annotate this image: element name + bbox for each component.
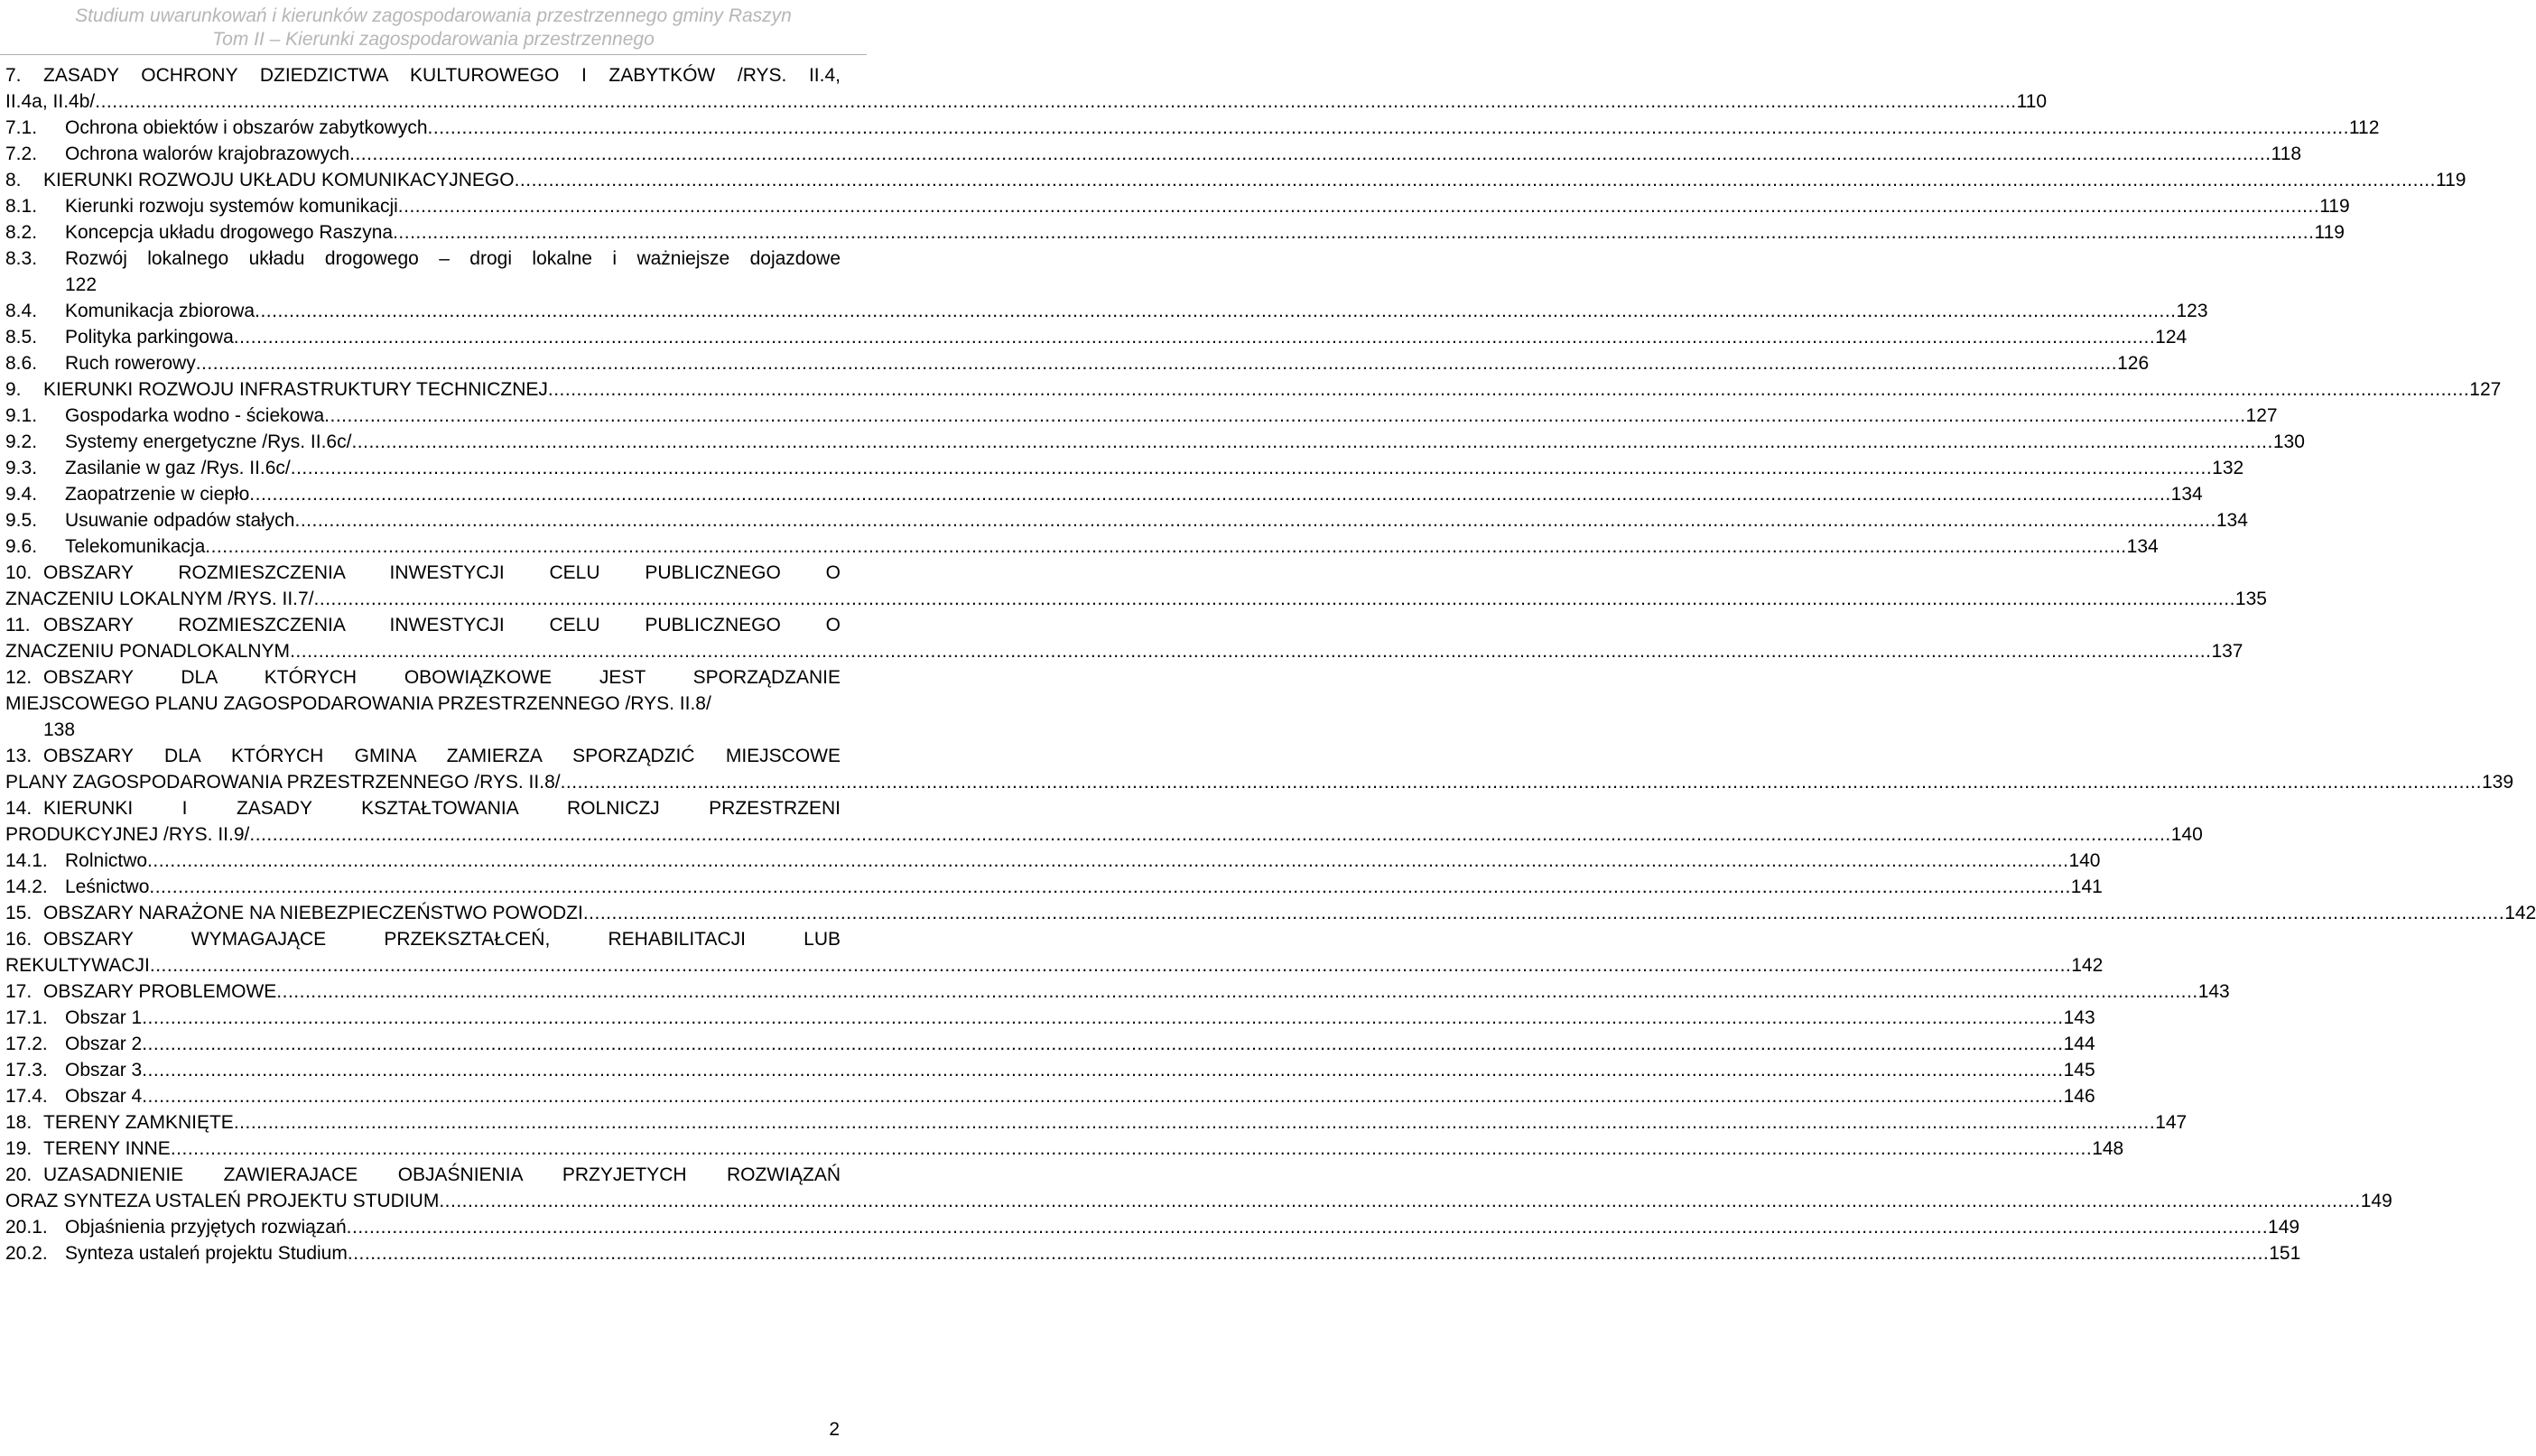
toc-number: 14.1. xyxy=(5,850,48,871)
toc-entry[interactable] xyxy=(5,978,2230,1005)
toc-leader-dots xyxy=(142,1057,2063,1083)
toc-entry[interactable] xyxy=(5,1214,2300,1240)
toc-page: 145 xyxy=(2063,1060,2095,1080)
toc-entry[interactable] xyxy=(5,219,2345,246)
toc-title: Leśnictwo xyxy=(65,876,150,897)
toc-leader-dots xyxy=(349,141,2271,167)
toc-number: 11. xyxy=(5,615,31,635)
toc-entry-first-line xyxy=(5,612,841,638)
toc-entry-line xyxy=(5,376,2502,403)
toc-title: Obszar 3 xyxy=(65,1060,143,1080)
toc-title: Obszar 1 xyxy=(65,1007,143,1028)
toc-number: 8.3. xyxy=(5,248,38,269)
toc-entry[interactable] xyxy=(5,455,2244,481)
toc-title: Komunikacja zbiorowa xyxy=(65,301,255,321)
toc-title: Polityka parkingowa xyxy=(65,327,234,348)
page-number: 2 xyxy=(829,1419,840,1440)
toc-leader-dots xyxy=(583,900,2504,926)
toc-number: 13. xyxy=(5,746,33,766)
toc-leader-dots xyxy=(234,324,2155,350)
toc-leader-dots xyxy=(347,1214,2268,1240)
toc-page: 137 xyxy=(2211,641,2243,662)
toc-page: 118 xyxy=(2271,144,2302,164)
toc-number: 9.2. xyxy=(5,431,38,452)
toc-leader-dots xyxy=(348,1240,2269,1266)
toc-entry-page-line xyxy=(5,272,841,298)
toc-entry[interactable] xyxy=(5,533,2159,560)
toc-entry[interactable] xyxy=(5,743,2514,795)
toc-title: OBSZARY PROBLEMOWE xyxy=(43,981,277,1002)
toc-number: 9.5. xyxy=(5,510,38,531)
toc-number: 9. xyxy=(5,379,22,400)
toc-number: 7.1. xyxy=(5,117,38,138)
toc-page: 138 xyxy=(43,719,76,740)
toc-entry-line xyxy=(5,193,2350,219)
toc-number: 8.5. xyxy=(5,327,38,348)
toc-leader-dots xyxy=(196,350,2117,376)
toc-entry-last-line xyxy=(5,88,2048,115)
toc-title: PRODUKCYJNEJ /RYS. II.9/ xyxy=(5,824,250,845)
toc-entry-line xyxy=(5,1083,2095,1109)
toc-entry[interactable] xyxy=(5,1240,2301,1266)
toc-entry-line xyxy=(5,167,2466,193)
toc-page: 146 xyxy=(2063,1086,2095,1107)
toc-entry[interactable] xyxy=(5,612,2243,664)
toc-number: 9.6. xyxy=(5,536,38,557)
toc-page: 110 xyxy=(2016,91,2048,112)
toc-entry-line xyxy=(5,141,2302,167)
toc-number: 8.4. xyxy=(5,301,38,321)
toc-title: ORAZ SYNTEZA USTALEŃ PROJEKTU STUDIUM xyxy=(5,1191,440,1211)
toc-entry[interactable] xyxy=(5,664,841,743)
toc-page: 143 xyxy=(2063,1007,2095,1028)
toc-entry[interactable] xyxy=(5,1109,2188,1136)
toc-title: ZNACZENIU LOKALNYM /RYS. II.7/ xyxy=(5,589,314,609)
toc-title: REKULTYWACJI xyxy=(5,955,150,976)
toc-page: 140 xyxy=(2170,824,2203,845)
toc-entry-line xyxy=(5,350,2150,376)
toc-entry[interactable] xyxy=(5,429,2305,455)
toc-leader-dots xyxy=(276,978,2197,1005)
toc-page: 151 xyxy=(2269,1243,2301,1264)
toc-title: Obszar 2 xyxy=(65,1034,143,1054)
toc-entry[interactable] xyxy=(5,376,2502,403)
toc-page: 127 xyxy=(2469,379,2502,400)
toc-entry-line xyxy=(5,1240,2301,1266)
toc-leader-dots xyxy=(290,638,2211,664)
toc-title: TERENY INNE xyxy=(43,1138,171,1159)
toc-page: 134 xyxy=(2126,536,2159,557)
toc-leader-dots xyxy=(439,1188,2360,1214)
table-of-contents xyxy=(5,62,2536,1266)
toc-number: 14.2. xyxy=(5,876,48,897)
toc-page: 139 xyxy=(2481,772,2514,793)
toc-leader-dots xyxy=(149,874,2070,900)
toc-entry-last-line xyxy=(5,638,2243,664)
toc-number: 17.3. xyxy=(5,1060,48,1080)
toc-page: 134 xyxy=(2216,510,2248,531)
toc-page: 140 xyxy=(2068,850,2101,871)
toc-entry[interactable] xyxy=(5,481,2203,507)
toc-leader-dots xyxy=(171,1136,2092,1162)
toc-page: 142 xyxy=(2504,903,2536,923)
toc-page: 132 xyxy=(2212,458,2244,478)
toc-page: 147 xyxy=(2155,1112,2188,1133)
toc-title: KIERUNKI ROZWOJU UKŁADU KOMUNIKACYJNEGO xyxy=(43,170,515,190)
toc-page: 126 xyxy=(2117,353,2150,374)
toc-entry-line xyxy=(5,1057,2095,1083)
toc-title: Koncepcja układu drogowego Raszyna xyxy=(65,222,394,243)
toc-leader-dots xyxy=(291,455,2212,481)
toc-leader-dots xyxy=(314,586,2235,612)
toc-entry[interactable] xyxy=(5,1162,2392,1214)
toc-entry-last-line xyxy=(5,769,2514,795)
toc-title-line: MIEJSCOWEGO PLANU ZAGOSPODAROWANIA PRZESTRZENNEGO /RYS. II.8/ xyxy=(5,693,711,714)
toc-leader-dots xyxy=(351,429,2272,455)
toc-entry-second-line xyxy=(5,691,841,717)
toc-number: 8.1. xyxy=(5,196,38,217)
toc-title: Systemy energetyczne /Rys. II.6c/ xyxy=(65,431,352,452)
toc-number: 9.4. xyxy=(5,484,38,505)
toc-title-line: OBSZARY DLA KTÓRYCH GMINA ZAMIERZA SPORZĄDZIĆ MIEJSCOWE xyxy=(43,746,841,766)
toc-entry[interactable] xyxy=(5,62,2048,115)
toc-entry[interactable] xyxy=(5,1031,2095,1057)
toc-title-line: OBSZARY WYMAGAJĄCE PRZEKSZTAŁCEŃ, REHABILITACJI LUB xyxy=(43,929,841,950)
toc-entry[interactable] xyxy=(5,848,2101,874)
toc-entry-line xyxy=(5,533,2159,560)
header-rule xyxy=(0,54,867,55)
toc-number: 8. xyxy=(5,170,22,190)
toc-title: Zaopatrzenie w ciepło xyxy=(65,484,250,505)
toc-entry-line xyxy=(5,324,2188,350)
toc-entry-last-line xyxy=(5,952,2104,978)
toc-leader-dots xyxy=(142,1031,2063,1057)
toc-entry-first-line xyxy=(5,743,841,769)
toc-number: 17.4. xyxy=(5,1086,48,1107)
toc-number: 16. xyxy=(5,929,33,950)
toc-entry-line xyxy=(5,481,2203,507)
toc-entry-line xyxy=(5,1031,2095,1057)
toc-entry[interactable] xyxy=(5,507,2248,533)
toc-entry-first-line xyxy=(5,246,841,272)
toc-entry[interactable] xyxy=(5,350,2150,376)
toc-leader-dots xyxy=(95,88,2016,115)
toc-entry-last-line xyxy=(5,821,2203,848)
toc-title: Obszar 4 xyxy=(65,1086,143,1107)
toc-entry-line xyxy=(5,1214,2300,1240)
toc-title: Kierunki rozwoju systemów komunikacji xyxy=(65,196,398,217)
toc-title: Gospodarka wodno - ściekowa xyxy=(65,405,325,426)
toc-entry-first-line xyxy=(5,664,841,691)
toc-entry[interactable] xyxy=(5,900,2536,926)
toc-entry-first-line xyxy=(5,560,841,586)
toc-number: 17. xyxy=(5,981,33,1002)
toc-title-line: ZASADY OCHRONY DZIEDZICTWA KULTUROWEGO I ZABYTKÓW /RYS. II.4, xyxy=(43,65,841,86)
toc-leader-dots xyxy=(147,848,2068,874)
toc-number: 14. xyxy=(5,798,33,819)
toc-page: 148 xyxy=(2092,1138,2124,1159)
toc-page: 142 xyxy=(2071,955,2104,976)
toc-number: 8.2. xyxy=(5,222,38,243)
toc-entry-line xyxy=(5,848,2101,874)
toc-title-line: Rozwój lokalnego układu drogowego – drogi lokalne i ważniejsze dojazdowe xyxy=(65,248,841,269)
toc-title: Zasilanie w gaz /Rys. II.6c/ xyxy=(65,458,291,478)
toc-entry[interactable] xyxy=(5,795,2203,848)
toc-entry-line xyxy=(5,403,2278,429)
toc-title-line: OBSZARY ROZMIESZCZENIA INWESTYCJI CELU PUBLICZNEGO O xyxy=(43,615,841,635)
toc-number: 9.3. xyxy=(5,458,38,478)
toc-entry-first-line xyxy=(5,795,841,821)
toc-number: 7.2. xyxy=(5,144,38,164)
toc-leader-dots xyxy=(142,1005,2063,1031)
toc-entry-line xyxy=(5,900,2536,926)
toc-title: II.4a, II.4b/ xyxy=(5,91,96,112)
toc-entry-line xyxy=(5,298,2208,324)
toc-leader-dots xyxy=(561,769,2482,795)
toc-number: 8.6. xyxy=(5,353,38,374)
toc-page: 119 xyxy=(2435,170,2466,190)
toc-leader-dots xyxy=(234,1109,2155,1136)
toc-title: OBSZARY NARAŻONE NA NIEBEZPIECZEŃSTWO POWODZI xyxy=(43,903,583,923)
toc-title: ZNACZENIU PONADLOKALNYM xyxy=(5,641,291,662)
toc-page: 127 xyxy=(2245,405,2278,426)
toc-entry[interactable] xyxy=(5,1083,2095,1109)
toc-title: TERENY ZAMKNIĘTE xyxy=(43,1112,234,1133)
toc-entry-line xyxy=(5,1109,2188,1136)
toc-entry-first-line xyxy=(5,926,841,952)
toc-leader-dots xyxy=(398,193,2319,219)
toc-number: 20. xyxy=(5,1164,33,1185)
toc-page: 119 xyxy=(2314,222,2345,243)
toc-title: KIERUNKI ROZWOJU INFRASTRUKTURY TECHNICZNEJ xyxy=(43,379,548,400)
toc-title-line: KIERUNKI I ZASADY KSZTAŁTOWANIA ROLNICZJ PRZESTRZENI xyxy=(43,798,841,819)
toc-leader-dots xyxy=(548,376,2469,403)
toc-entry-line xyxy=(5,219,2345,246)
toc-entry[interactable] xyxy=(5,141,2302,167)
toc-title-line: OBSZARY ROZMIESZCZENIA INWESTYCJI CELU PUBLICZNEGO O xyxy=(43,562,841,583)
toc-page: 130 xyxy=(2272,431,2305,452)
toc-entry-page-line xyxy=(5,717,841,743)
toc-number: 7. xyxy=(5,65,22,86)
toc-leader-dots xyxy=(393,219,2314,246)
toc-leader-dots xyxy=(324,403,2245,429)
toc-page: 122 xyxy=(65,274,98,295)
toc-number: 20.1. xyxy=(5,1217,48,1238)
toc-entry[interactable] xyxy=(5,1005,2095,1031)
toc-title: Ruch rowerowy xyxy=(65,353,196,374)
toc-entry-first-line xyxy=(5,62,841,88)
toc-entry-last-line xyxy=(5,1188,2392,1214)
toc-page: 149 xyxy=(2268,1217,2300,1238)
toc-number: 15. xyxy=(5,903,33,923)
toc-entry[interactable] xyxy=(5,403,2278,429)
running-header-title: Studium uwarunkowań i kierunków zagospodarowania przestrzennego gminy Raszyn xyxy=(75,5,792,26)
toc-entry-line xyxy=(5,1136,2124,1162)
toc-entry-line xyxy=(5,874,2103,900)
toc-entry-line xyxy=(5,978,2230,1005)
toc-page: 124 xyxy=(2155,327,2188,348)
toc-entry-line xyxy=(5,455,2244,481)
toc-title: Rolnictwo xyxy=(65,850,148,871)
toc-title: Telekomunikacja xyxy=(65,536,206,557)
toc-leader-dots xyxy=(255,298,2176,324)
toc-entry[interactable] xyxy=(5,167,2466,193)
toc-title: PLANY ZAGOSPODAROWANIA PRZESTRZENNEGO /RYS. II.8/ xyxy=(5,772,561,793)
toc-page: 143 xyxy=(2197,981,2230,1002)
toc-number: 10. xyxy=(5,562,33,583)
toc-number: 17.2. xyxy=(5,1034,48,1054)
toc-number: 19. xyxy=(5,1138,33,1159)
toc-title: Usuwanie odpadów stałych xyxy=(65,510,295,531)
toc-entry-line xyxy=(5,429,2305,455)
toc-entry-first-line xyxy=(5,1162,841,1188)
toc-leader-dots xyxy=(205,533,2126,560)
toc-number: 9.1. xyxy=(5,405,38,426)
toc-page: 144 xyxy=(2063,1034,2095,1054)
toc-title-line: OBSZARY DLA KTÓRYCH OBOWIĄZKOWE JEST SPORZĄDZANIE xyxy=(43,667,841,688)
toc-page: 123 xyxy=(2176,301,2208,321)
toc-title: Ochrona walorów krajobrazowych xyxy=(65,144,350,164)
toc-entry-line xyxy=(5,115,2380,141)
toc-page: 135 xyxy=(2234,589,2267,609)
toc-entry-last-line xyxy=(5,586,2267,612)
running-header-volume: Tom II – Kierunki zagospodarowania przestrzennego xyxy=(212,29,655,50)
toc-entry[interactable] xyxy=(5,1136,2124,1162)
toc-entry-line xyxy=(5,507,2248,533)
toc-page: 149 xyxy=(2360,1191,2392,1211)
toc-entry[interactable] xyxy=(5,926,2104,978)
toc-leader-dots xyxy=(249,481,2170,507)
toc-leader-dots xyxy=(515,167,2436,193)
toc-entry[interactable] xyxy=(5,298,2208,324)
toc-title: Synteza ustaleń projektu Studium xyxy=(65,1243,348,1264)
toc-entry[interactable] xyxy=(5,246,841,298)
toc-title: Ochrona obiektów i obszarów zabytkowych xyxy=(65,117,428,138)
toc-page: 119 xyxy=(2319,196,2350,217)
toc-leader-dots xyxy=(294,507,2216,533)
toc-entry[interactable] xyxy=(5,560,2267,612)
toc-leader-dots xyxy=(142,1083,2063,1109)
toc-entry[interactable] xyxy=(5,1057,2095,1083)
toc-entry-line xyxy=(5,1005,2095,1031)
toc-page: 134 xyxy=(2170,484,2203,505)
toc-title: Objaśnienia przyjętych rozwiązań xyxy=(65,1217,347,1238)
toc-number: 20.2. xyxy=(5,1243,48,1264)
toc-page: 112 xyxy=(2348,117,2380,138)
toc-leader-dots xyxy=(428,115,2349,141)
toc-page: 141 xyxy=(2070,876,2103,897)
toc-leader-dots xyxy=(150,952,2071,978)
toc-leader-dots xyxy=(249,821,2170,848)
toc-number: 18. xyxy=(5,1112,33,1133)
toc-number: 12. xyxy=(5,667,33,688)
toc-entry[interactable] xyxy=(5,874,2103,900)
toc-title-line: UZASADNIENIE ZAWIERAJACE OBJAŚNIENIA PRZYJETYCH ROZWIĄZAŃ xyxy=(43,1164,841,1185)
toc-entry[interactable] xyxy=(5,324,2188,350)
toc-number: 17.1. xyxy=(5,1007,48,1028)
toc-entry[interactable] xyxy=(5,193,2350,219)
toc-entry[interactable] xyxy=(5,115,2380,141)
